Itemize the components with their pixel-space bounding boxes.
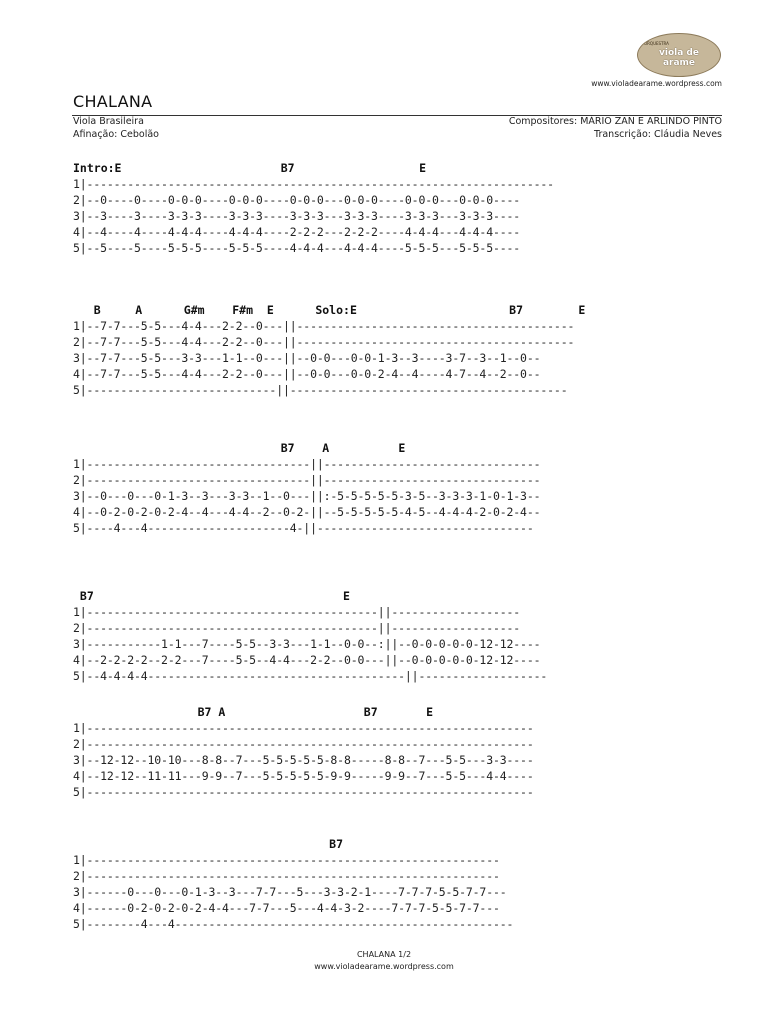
tab-string-4: 4|--4----4----4-4-4----4-4-4----2-2-2---2-2-2----4-4-4---4-4-4---- [73, 225, 521, 239]
tab-string-1: 1|------------------------------------------------------------------ [73, 721, 534, 735]
chord-line: B A G#m F#m E Solo:E B7 E [73, 303, 586, 317]
tab-string-2: 2|------------------------------------------------------------- [73, 869, 500, 883]
instrument-label: Viola Brasileira [73, 116, 144, 127]
tab-string-2: 2|--0----0----0-0-0----0-0-0----0-0-0---0-0-0----0-0-0---0-0-0---- [73, 193, 521, 207]
tab-string-1: 1|---------------------------------||-------------------------------- [73, 457, 541, 471]
tab-system-6 [73, 836, 513, 932]
footer-page-label: CHALANA 1/2 [356, 950, 412, 959]
tab-string-4: 4|--12-12--11-11---9-9--7---5-5-5-5-5-9-9-----9-9--7---5-5---4-4---- [73, 769, 534, 783]
tab-system-4 [73, 588, 547, 684]
tab-system-3 [73, 440, 540, 536]
tab-string-1: 1|--7-7---5-5---4-4---2-2--0---||----------------------------------------- [73, 319, 575, 333]
tab-string-5: 5|----4---4---------------------4-||-------------------------------- [73, 521, 534, 535]
tab-string-3: 3|--12-12--10-10---8-8--7---5-5-5-5-5-8-8-----8-8--7---5-5---3-3---- [73, 753, 534, 767]
tab-string-3: 3|-----------1-1---7----5-5--3-3---1-1--0-0--:||--0-0-0-0-0-12-12---- [73, 637, 541, 651]
song-title: CHALANA [73, 92, 153, 111]
tab-string-1: 1|-------------------------------------------||------------------- [73, 605, 521, 619]
chord-line: B7 E [73, 589, 350, 603]
tab-system-1 [73, 160, 554, 256]
tab-string-3: 3|------0---0---0-1-3--3---7-7---5---3-3-2-1----7-7-7-5-5-7-7--- [73, 885, 507, 899]
tab-string-4: 4|--0-2-0-2-0-2-4--4---4-4--2--0-2-||--5-5-5-5-5-4-5--4-4-4-2-0-2-4-- [73, 505, 541, 519]
chord-line: B7 [73, 837, 344, 851]
logo-small-text: ORQUESTRA [644, 41, 669, 46]
logo-line1: viola de [659, 48, 699, 58]
composers-label: Compositores: MÁRIO ZAN E ARLINDO PINTO [508, 116, 722, 127]
tab-system-2 [73, 302, 585, 398]
tab-system-5 [73, 704, 534, 800]
tab-string-5: 5|----------------------------||----------------------------------------- [73, 383, 568, 397]
tab-string-3: 3|--7-7---5-5---3-3---1-1--0---||--0-0---0-0-1-3--3----3-7--3--1--0-- [73, 351, 541, 365]
tab-string-5: 5|--4-4-4-4--------------------------------------||------------------- [73, 669, 548, 683]
tab-string-1: 1|------------------------------------------------------------- [73, 853, 500, 867]
tab-string-4: 4|------0-2-0-2-0-2-4-4---7-7---5---4-4-3-2----7-7-7-5-5-7-7--- [73, 901, 500, 915]
logo-line2: arame [662, 58, 696, 68]
tab-string-2: 2|--7-7---5-5---4-4---2-2--0---||----------------------------------------- [73, 335, 575, 349]
transcription-label: Transcrição: Cláudia Neves [594, 129, 722, 140]
tab-string-2: 2|-------------------------------------------||------------------- [73, 621, 521, 635]
tab-string-1: 1|--------------------------------------------------------------------- [73, 177, 554, 191]
logo-emblem [637, 33, 721, 77]
tab-string-5: 5|------------------------------------------------------------------ [73, 785, 534, 799]
footer-url[interactable]: www.violadearame.wordpress.com [314, 962, 454, 971]
tuning-label: Afinação: Cebolão [73, 129, 159, 140]
chord-line: B7 A E [73, 441, 406, 455]
tab-string-4: 4|--7-7---5-5---4-4---2-2--0---||--0-0---0-0-2-4--4----4-7--4--2--0-- [73, 367, 541, 381]
tab-string-2: 2|------------------------------------------------------------------ [73, 737, 534, 751]
tab-string-5: 5|--5----5----5-5-5----5-5-5----4-4-4---4-4-4----5-5-5---5-5-5---- [73, 241, 521, 255]
tab-string-3: 3|--0---0---0-1-3--3---3-3--1--0---||:-5-5-5-5-5-3-5--3-3-3-1-0-1-3-- [73, 489, 541, 503]
chord-line: B7 A B7 E [73, 705, 434, 719]
chord-line: Intro:E B7 E [73, 161, 427, 175]
tab-string-4: 4|--2-2-2-2--2-2---7----5-5--4-4---2-2--0-0---||--0-0-0-0-0-12-12---- [73, 653, 541, 667]
tab-string-2: 2|---------------------------------||-------------------------------- [73, 473, 541, 487]
site-url-header[interactable]: www.violadearame.wordpress.com [591, 79, 722, 88]
tab-string-5: 5|--------4---4-------------------------------------------------- [73, 917, 514, 931]
tab-string-3: 3|--3----3----3-3-3----3-3-3----3-3-3---3-3-3----3-3-3---3-3-3---- [73, 209, 521, 223]
